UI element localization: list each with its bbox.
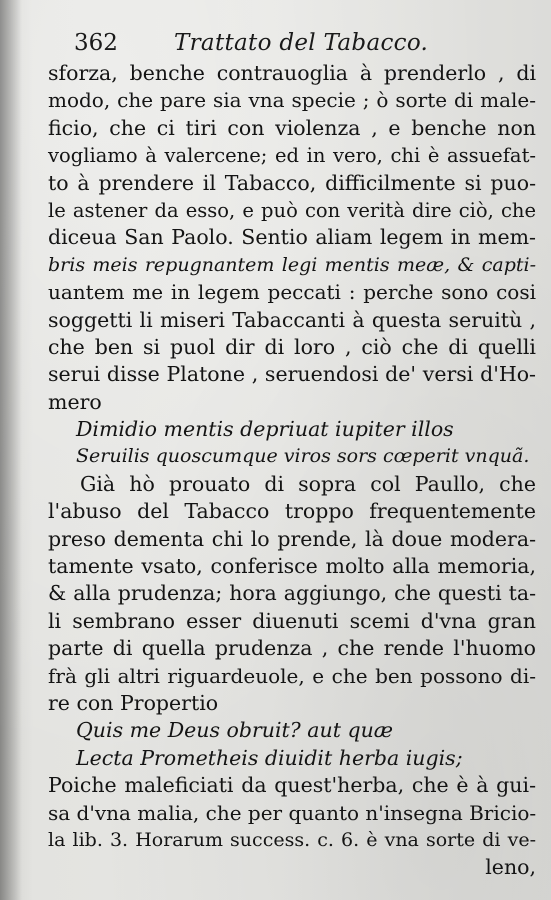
text-line: che ben si puol dir di loro , ciò che di quelli	[48, 334, 536, 359]
text-line: la lib. 3. Horarum success. c. 6. è vna sorte di ve-	[48, 828, 536, 851]
text-line: re con Propertio	[48, 690, 219, 715]
verse-line: Quis me Deus obruit? aut quæ	[76, 718, 394, 743]
page-number: 362	[74, 30, 118, 56]
text-line: soggetti li miseri Tabaccanti à questa seruitù ,	[48, 307, 536, 332]
text-line: diceua San Paolo. Sentio aliam legem in mem-	[48, 225, 536, 250]
running-title: Trattato del Tabacco.	[174, 30, 429, 56]
text-line: modo, che pare sia vna specie ; ò sorte di male-	[48, 88, 536, 113]
text-line: frà gli altri riguardeuole, e che ben possono di-	[48, 663, 536, 688]
text-line: preso dementa chi lo prende, là doue modera-	[48, 526, 536, 551]
verse-line: Seruilis quoscumque viros sors cœperit vnquã.	[76, 445, 530, 468]
text-line: tamente vsato, conferisce molto alla memoria,	[48, 554, 536, 579]
text-line: vogliamo à valercene; ed in vero, chi è assuefat-	[48, 144, 536, 168]
verse-line: Dimidio mentis depriuat iupiter illos	[76, 417, 454, 442]
text-line: & alla prudenza; hora aggiungo, che questi ta-	[48, 581, 536, 606]
text-line: li sembrano esser diuenuti scemi d'vna gran	[48, 608, 536, 633]
body-text	[48, 60, 536, 882]
text-line: Poiche maleficiati da quest'herba, che è à gui-	[48, 773, 536, 798]
text-line: serui disse Platone , seruendosi de' versi d'Ho-	[48, 362, 536, 387]
text-line: sa d'vna malia, che per quanto n'insegna Bricio-	[48, 800, 537, 825]
text-line: le astener da esso, e può con verità dire ciò, che	[48, 198, 536, 222]
text-line: to à prendere il Tabacco, difficilmente si puo-	[48, 170, 536, 195]
text-line: parte di quella prudenza , che rende l'huomo	[48, 636, 536, 661]
binding-gutter-shadow	[0, 0, 22, 900]
text-line: ficio, che ci tiri con violenza , e benche non	[48, 115, 536, 140]
verse-line: Lecta Prometheis diuidit herba iugis;	[76, 745, 463, 770]
paragraph-start-line: Già hò prouato di sopra col Paullo, che	[80, 471, 536, 496]
text-line: l'abuso del Tabacco troppo frequentemente	[48, 499, 536, 524]
text-line: mero	[48, 389, 102, 414]
text-line: uantem me in legem peccati : perche sono cosi	[48, 280, 536, 305]
latin-quote-line: bris meis repugnantem legi mentis meæ, & capti-	[48, 253, 536, 276]
page-header	[74, 30, 534, 60]
text-line: sforza, benche contrauoglia à prenderlo , di	[48, 61, 536, 85]
catchword-line: leno,	[485, 855, 536, 880]
